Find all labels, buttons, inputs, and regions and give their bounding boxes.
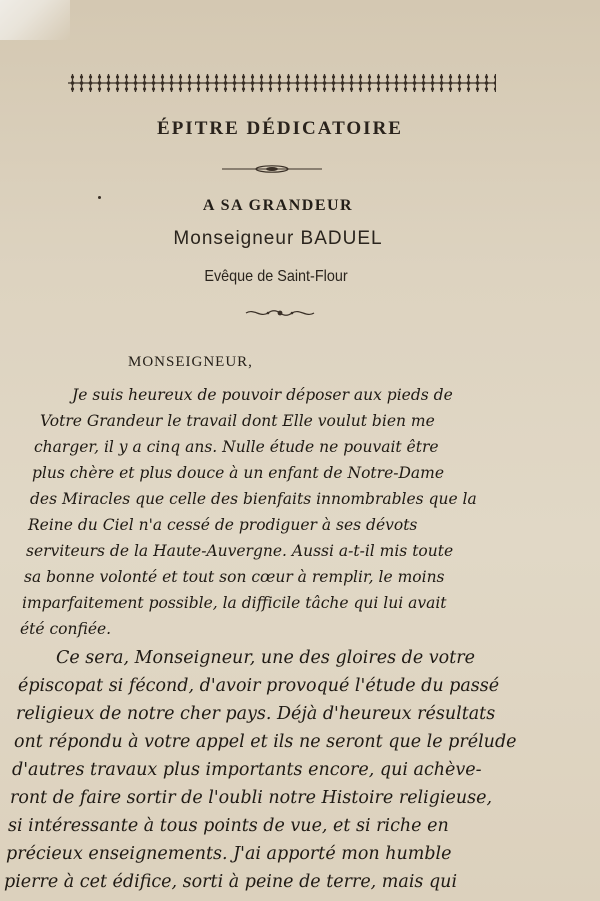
text-line: plus chère et plus douce à un enfant de Notre-Dame [32,464,445,482]
text-line: serviteurs de la Haute-Auvergne. Aussi a-t-il mis toute [26,542,454,560]
text-line: d'autres travaux plus importants encore, qui achève- [12,760,482,780]
text-line: charger, il y a cinq ans. Nulle étude ne pouvait être [34,438,439,456]
page-title: ÉPITRE DÉDICATOIRE [157,118,403,139]
salutation: MONSEIGNEUR, [128,354,253,370]
text-line: si intéressante à tous points de vue, et si riche en [8,816,449,836]
title-rule [222,164,322,174]
text-line: sa bonne volonté et tout son cœur à remplir, le moins [24,568,445,586]
text-line: des Miracles que celle des bienfaits innombrables que la [30,490,477,508]
recipient-name: Monseigneur BADUEL [173,228,383,249]
recipient-title: Evêque de Saint-Flour [204,268,348,285]
text-line: Ce sera, Monseigneur, une des gloires de votre [56,648,475,668]
flourish-ornament [244,307,316,319]
text-line: pierre à cet édifice, sorti à peine de terre, mais qui [4,872,458,892]
text-line: été confiée. [20,620,112,638]
text-line: épiscopat si fécond, d'avoir provoqué l'étude du passé [18,676,500,696]
text-line: ont répondu à votre appel et ils ne seront que le prélude [14,732,517,752]
page-corner [0,0,70,40]
text-line: Votre Grandeur le travail dont Elle voulut bien me [40,412,435,430]
text-line: ront de faire sortir de l'oubli notre Histoire religieuse, [10,788,493,808]
text-line: imparfaitement possible, la difficile tâche qui lui avait [22,594,447,612]
addressee-line: A SA GRANDEUR [202,197,354,214]
top-ornamental-border [68,72,496,94]
text-line: précieux enseignements. J'ai apporté mon humble [6,844,452,864]
text-line: Je suis heureux de pouvoir déposer aux pieds de [72,386,453,404]
text-line: religieux de notre cher pays. Déjà d'heureux résultats [16,704,496,724]
text-line: Reine du Ciel n'a cessé de prodiguer à ses dévots [28,516,418,534]
